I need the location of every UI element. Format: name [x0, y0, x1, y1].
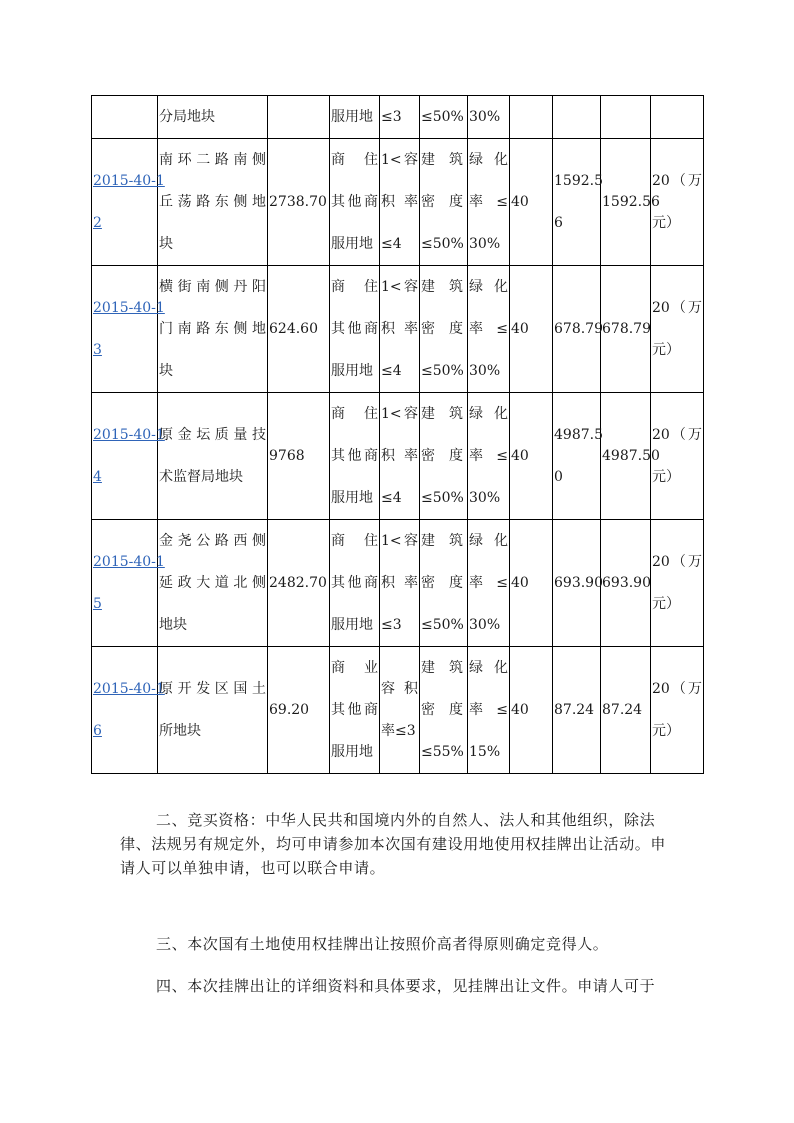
cell-parcel-name-line: 南环二路南侧 [159, 152, 266, 168]
cell-years-value: 40 [511, 575, 529, 591]
cell-deal-price-value: 4987.50 [602, 448, 660, 464]
cell-parcel-id-line: 2015-40-1 [93, 681, 165, 697]
cell-parcel-name [158, 139, 268, 266]
cell-start-price [553, 266, 601, 393]
cell-land-use-line: 其他商 [331, 321, 378, 337]
cell-far [380, 520, 420, 647]
cell-parcel-name-line: 块 [159, 363, 173, 379]
cell-green-rate [468, 520, 510, 647]
cell-density-line: ≤50% [421, 236, 464, 252]
cell-far-line: 容积 [381, 681, 418, 697]
cell-parcel-name-line: 术监督局地块 [159, 469, 243, 485]
cell-green-rate-line: 率≤ [469, 575, 508, 591]
cell-green-rate-line: 绿化 [469, 406, 508, 422]
cell-green-rate-line: 30% [469, 363, 501, 379]
cell-land-use-line: 服用地 [331, 744, 373, 760]
cell-area-value: 2738.70 [269, 194, 327, 210]
cell-area-value: 9768 [269, 448, 305, 464]
cell-density-line: ≤50% [421, 617, 464, 633]
cell-start-price [553, 647, 601, 774]
cell-parcel-id-line: 2015-40-1 [93, 300, 165, 316]
cell-parcel-name [158, 393, 268, 520]
table-row [92, 647, 704, 774]
cell-density-line: 建 筑 [421, 279, 463, 295]
paragraph-qualification: 二、竞买资格：中华人民共和国境内外的自然人、法人和其他组织，除法律、法规另有规定外，均可申请参加本次国有建设用地使用权挂牌出让活动。申请人可以单独申请，也可以联合申请。 [120, 811, 667, 877]
cell-density [420, 139, 468, 266]
cell-land-use-line: 服用地 [331, 490, 373, 506]
cell-deposit [651, 266, 704, 393]
cell-years-value: 40 [511, 702, 529, 718]
paragraph-selection-rule: 三、本次国有土地使用权挂牌出让按照价高者得原则确定竞得人。 [156, 935, 609, 953]
cell-years-value: 40 [511, 321, 529, 337]
parcel-id-link[interactable] [93, 541, 165, 625]
cell-green-rate-line: 率≤ [469, 194, 508, 210]
cell-density-line: 密 度 [421, 321, 463, 337]
cell-parcel-name: 分局地块 [158, 96, 268, 139]
cell-years [510, 266, 553, 393]
cell-parcel-name-line: 原金坛质量技 [159, 427, 266, 443]
cell-far-line: 1<容 [381, 152, 418, 168]
cell-area [268, 266, 330, 393]
cell-deal-price-value: 1592.56 [602, 194, 660, 210]
cell-deposit [651, 96, 704, 139]
cell-far-line: ≤4 [381, 490, 402, 506]
cell-start-price-line: 693.90 [554, 575, 603, 591]
cell-deposit [651, 139, 704, 266]
cell-deal-price-value: 693.90 [602, 575, 651, 591]
cell-deposit-line: 元） [652, 469, 680, 485]
parcel-id-link[interactable] [93, 287, 165, 371]
cell-deposit-line: 元） [652, 596, 680, 612]
cell-deal-price-value: 87.24 [602, 702, 643, 718]
cell-far-line: ≤3 [381, 617, 402, 633]
cell-land-use-line: 其他商 [331, 702, 378, 718]
cell-density-line: 建 筑 [421, 533, 463, 549]
cell-parcel-name-line: 块 [159, 236, 173, 252]
cell-density [420, 393, 468, 520]
cell-land-use [330, 139, 380, 266]
cell-start-price-line: 4987.5 [554, 427, 603, 443]
cell-parcel-name-line: 丘荡路东侧地 [159, 194, 266, 210]
cell-area [268, 139, 330, 266]
cell-deposit [651, 393, 704, 520]
cell-land-use-line: 其他商 [331, 448, 378, 464]
cell-deposit-line: 20（万 [652, 300, 702, 316]
cell-deposit-line: 20（万 [652, 554, 702, 570]
cell-deposit-line: 20（万 [652, 173, 702, 189]
cell-far-line: 积率 [381, 194, 418, 210]
cell-start-price-line: 87.24 [554, 702, 595, 718]
cell-green-rate [468, 139, 510, 266]
table-row [92, 139, 704, 266]
cell-area-value: 624.60 [269, 321, 318, 337]
cell-far-line: 积率 [381, 575, 418, 591]
table-row [92, 393, 704, 520]
cell-parcel-name-line: 原开发区国土 [159, 681, 266, 697]
cell-parcel-name [158, 266, 268, 393]
cell-far-line: 1<容 [381, 533, 418, 549]
cell-green-rate [468, 647, 510, 774]
cell-deposit-line: 元） [652, 342, 680, 358]
cell-green-rate-line: 率≤ [469, 702, 508, 718]
cell-density-line: 建 筑 [421, 152, 463, 168]
cell-parcel-id[interactable] [92, 266, 165, 393]
cell-parcel-id[interactable] [92, 139, 165, 266]
cell-land-use-line: 商住 [331, 152, 378, 168]
cell-density [420, 266, 468, 393]
cell-land-use-line: 服用地 [331, 363, 373, 379]
cell-green-rate [468, 266, 510, 393]
cell-green-rate-line: 率≤ [469, 321, 508, 337]
cell-land-use-line: 服用地 [331, 236, 373, 252]
cell-start-price [553, 520, 601, 647]
cell-green-rate [468, 393, 510, 520]
cell-green-rate-line: 绿化 [469, 152, 508, 168]
cell-far-line: 率≤3 [381, 723, 416, 739]
cell-area-value: 69.20 [269, 702, 310, 718]
cell-density-line: 密 度 [421, 448, 463, 464]
cell-far [380, 393, 420, 520]
cell-far-line: 1<容 [381, 279, 418, 295]
cell-parcel-id-line: 2 [93, 215, 102, 231]
cell-land-use-line: 服用地 [331, 617, 373, 633]
cell-area-value: 2482.70 [269, 575, 327, 591]
cell-parcel-name-line: 所地块 [159, 723, 201, 739]
cell-land-use-line: 商住 [331, 406, 378, 422]
cell-start-price [553, 96, 601, 139]
cell-deal-price [601, 520, 651, 647]
cell-area [268, 520, 330, 647]
cell-density-line: ≤50% [421, 363, 464, 379]
table-row-continued [92, 96, 704, 139]
cell-density [420, 520, 468, 647]
cell-far-line: 1<容 [381, 406, 418, 422]
cell-density-line: 密 度 [421, 702, 463, 718]
cell-density [420, 647, 468, 774]
land-parcel-table [91, 95, 704, 774]
cell-green-rate-line: 30% [469, 236, 501, 252]
cell-green-rate-line: 绿化 [469, 533, 508, 549]
table-row [92, 266, 704, 393]
cell-deal-price [601, 393, 660, 520]
cell-deal-price-value: 678.79 [602, 321, 651, 337]
cell-green-rate-line: 15% [469, 744, 501, 760]
cell-area [268, 647, 330, 774]
cell-deposit-line: 元） [652, 723, 680, 739]
paragraph-documents: 四、本次挂牌出让的详细资料和具体要求，见挂牌出让文件。申请人可于 [156, 977, 656, 995]
cell-density: ≤50% [420, 96, 468, 139]
cell-far [380, 139, 420, 266]
cell-far [380, 647, 420, 774]
cell-start-price-line: 6 [554, 215, 563, 231]
cell-start-price-line: 678.79 [554, 321, 603, 337]
cell-deal-price [601, 647, 651, 774]
cell-land-use [330, 647, 380, 774]
cell-far-line: ≤4 [381, 363, 402, 379]
cell-far [380, 266, 420, 393]
cell-parcel-id[interactable] [92, 520, 165, 647]
cell-land-use [330, 393, 380, 520]
cell-parcel-name-line: 金尧公路西侧 [159, 533, 266, 549]
cell-green-rate-line: 30% [469, 490, 501, 506]
cell-years [510, 393, 553, 520]
cell-parcel-id-line: 4 [93, 469, 102, 485]
cell-deposit-line: 20（万 [652, 427, 702, 443]
cell-parcel-id-line: 2015-40-1 [93, 427, 165, 443]
table-row [92, 520, 704, 647]
cell-start-price [553, 393, 601, 520]
cell-land-use [330, 266, 380, 393]
cell-green-rate-line: 30% [469, 617, 501, 633]
cell-green-rate-line: 率≤ [469, 448, 508, 464]
cell-years [510, 647, 553, 774]
cell-deposit-line: 元） [652, 215, 680, 231]
cell-density-line: 建 筑 [421, 406, 463, 422]
cell-green-rate-line: 绿化 [469, 279, 508, 295]
cell-parcel-id-line: 5 [93, 596, 102, 612]
cell-years [510, 520, 553, 647]
cell-parcel-id-line: 3 [93, 342, 102, 358]
parcel-id-link[interactable] [93, 414, 165, 498]
cell-far: ≤3 [380, 96, 420, 139]
cell-deposit [651, 520, 704, 647]
cell-parcel-name-line: 延政大道北侧 [159, 575, 266, 591]
parcel-id-link[interactable] [93, 668, 165, 752]
cell-parcel-name-line: 门南路东侧地 [159, 321, 266, 337]
cell-green-rate-line: 绿化 [469, 660, 508, 676]
cell-density-line: 建 筑 [421, 660, 463, 676]
cell-land-use-line: 其他商 [331, 194, 378, 210]
cell-parcel-id-line: 6 [93, 723, 102, 739]
cell-years-value: 40 [511, 194, 529, 210]
cell-area [268, 393, 330, 520]
cell-years [510, 139, 553, 266]
cell-parcel-id[interactable] [92, 393, 165, 520]
parcel-id-link[interactable] [93, 160, 165, 244]
cell-parcel-id-line: 2015-40-1 [93, 173, 165, 189]
cell-far-line: 积率 [381, 321, 418, 337]
cell-parcel-name-line: 横街南侧丹阳 [159, 279, 266, 295]
cell-density-line: ≤50% [421, 490, 464, 506]
cell-density-line: 密 度 [421, 194, 463, 210]
cell-far-line: ≤4 [381, 236, 402, 252]
cell-parcel-id[interactable] [92, 647, 165, 774]
cell-land-use-line: 商业 [331, 660, 378, 676]
cell-land-use-line: 其他商 [331, 575, 378, 591]
cell-deal-price [601, 139, 660, 266]
cell-area [268, 96, 330, 139]
cell-land-use: 服用地 [330, 96, 380, 139]
cell-density-line: 密 度 [421, 575, 463, 591]
cell-years-value: 40 [511, 448, 529, 464]
cell-parcel-name [158, 647, 268, 774]
cell-years [510, 96, 553, 139]
cell-deposit [651, 647, 704, 774]
cell-start-price-line: 0 [554, 469, 563, 485]
cell-density-line: ≤55% [421, 744, 464, 760]
cell-parcel-id [92, 96, 158, 139]
cell-parcel-name-line: 地块 [159, 617, 187, 633]
cell-far-line: 积率 [381, 448, 418, 464]
cell-parcel-name [158, 520, 268, 647]
cell-deposit-line: 20（万 [652, 681, 702, 697]
cell-start-price [553, 139, 601, 266]
cell-parcel-id-line: 2015-40-1 [93, 554, 165, 570]
cell-start-price-line: 1592.5 [554, 173, 603, 189]
cell-land-use [330, 520, 380, 647]
cell-land-use-line: 商住 [331, 533, 378, 549]
cell-green-rate: 30% [468, 96, 510, 139]
cell-deal-price [601, 96, 651, 139]
cell-land-use-line: 商住 [331, 279, 378, 295]
cell-deal-price [601, 266, 651, 393]
